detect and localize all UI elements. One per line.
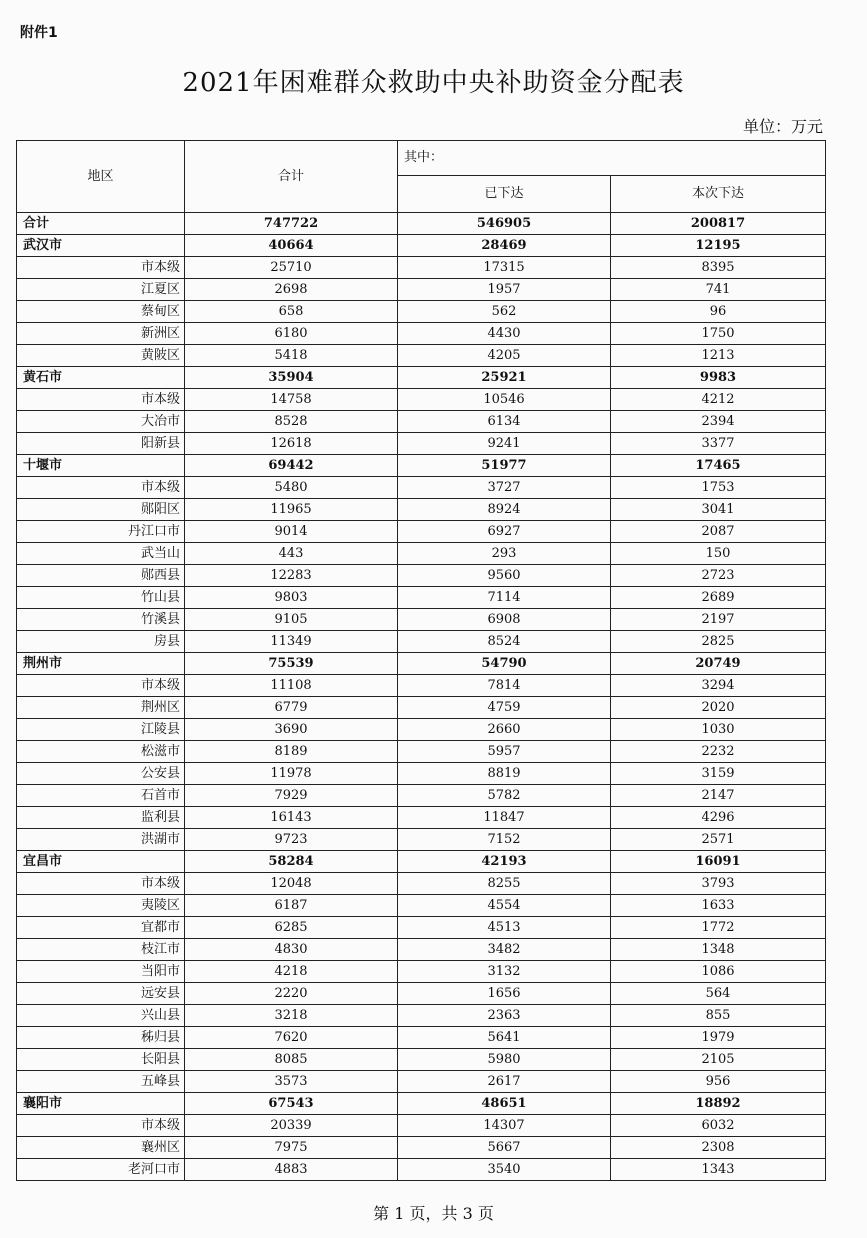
table-row <box>17 939 826 961</box>
region-cell: 蔡甸区 <box>17 301 185 323</box>
issued-cell: 42193 <box>398 851 611 873</box>
table-row <box>17 719 826 741</box>
unit-label: 单位：万元 <box>742 117 823 136</box>
table-row <box>17 521 826 543</box>
table-row <box>17 807 826 829</box>
total-cell: 9723 <box>185 829 398 851</box>
total-cell: 11349 <box>185 631 398 653</box>
total-cell: 747722 <box>185 213 398 235</box>
total-cell: 40664 <box>185 235 398 257</box>
this-time-cell: 20749 <box>611 653 826 675</box>
issued-cell: 3132 <box>398 961 611 983</box>
issued-cell: 28469 <box>398 235 611 257</box>
total-cell: 16143 <box>185 807 398 829</box>
total-cell: 4218 <box>185 961 398 983</box>
issued-cell: 8819 <box>398 763 611 785</box>
table-row <box>17 697 826 719</box>
issued-cell: 14307 <box>398 1115 611 1137</box>
total-cell: 2698 <box>185 279 398 301</box>
region-cell: 竹溪县 <box>17 609 185 631</box>
total-cell: 6285 <box>185 917 398 939</box>
this-time-cell: 1753 <box>611 477 826 499</box>
table-row <box>17 1027 826 1049</box>
total-cell: 12618 <box>185 433 398 455</box>
table-row <box>17 389 826 411</box>
total-cell: 658 <box>185 301 398 323</box>
region-cell: 江陵县 <box>17 719 185 741</box>
this-time-cell: 1086 <box>611 961 826 983</box>
table-row <box>17 477 826 499</box>
table-row <box>17 785 826 807</box>
table-row <box>17 1137 826 1159</box>
issued-cell: 546905 <box>398 213 611 235</box>
table-row <box>17 433 826 455</box>
issued-cell: 9560 <box>398 565 611 587</box>
this-time-cell: 2232 <box>611 741 826 763</box>
total-cell: 11108 <box>185 675 398 697</box>
table-row <box>17 1115 826 1137</box>
issued-cell: 1656 <box>398 983 611 1005</box>
region-cell: 洪湖市 <box>17 829 185 851</box>
issued-cell: 7152 <box>398 829 611 851</box>
region-cell: 武汉市 <box>17 235 185 257</box>
region-cell: 市本级 <box>17 477 185 499</box>
issued-cell: 7114 <box>398 587 611 609</box>
total-cell: 3573 <box>185 1071 398 1093</box>
total-cell: 6187 <box>185 895 398 917</box>
total-cell: 35904 <box>185 367 398 389</box>
issued-cell: 1957 <box>398 279 611 301</box>
issued-cell: 5641 <box>398 1027 611 1049</box>
table-row <box>17 895 826 917</box>
this-time-cell: 2308 <box>611 1137 826 1159</box>
region-cell: 公安县 <box>17 763 185 785</box>
table-row <box>17 499 826 521</box>
table-row <box>17 1005 826 1027</box>
total-cell: 20339 <box>185 1115 398 1137</box>
table-row <box>17 1049 826 1071</box>
region-cell: 兴山县 <box>17 1005 185 1027</box>
region-cell: 市本级 <box>17 257 185 279</box>
issued-cell: 6134 <box>398 411 611 433</box>
region-cell: 郧阳区 <box>17 499 185 521</box>
issued-cell: 2660 <box>398 719 611 741</box>
total-cell: 7975 <box>185 1137 398 1159</box>
this-time-cell: 3294 <box>611 675 826 697</box>
allocation-table <box>16 140 826 1181</box>
issued-cell: 9241 <box>398 433 611 455</box>
this-time-cell: 4212 <box>611 389 826 411</box>
region-cell: 郧西县 <box>17 565 185 587</box>
table-row <box>17 741 826 763</box>
issued-cell: 8255 <box>398 873 611 895</box>
issued-cell: 5980 <box>398 1049 611 1071</box>
total-cell: 7620 <box>185 1027 398 1049</box>
this-time-cell: 2689 <box>611 587 826 609</box>
table-row <box>17 1093 826 1115</box>
issued-cell: 5957 <box>398 741 611 763</box>
region-cell: 宜都市 <box>17 917 185 939</box>
total-cell: 14758 <box>185 389 398 411</box>
region-cell: 石首市 <box>17 785 185 807</box>
total-cell: 4830 <box>185 939 398 961</box>
this-time-cell: 96 <box>611 301 826 323</box>
region-cell: 宜昌市 <box>17 851 185 873</box>
table-row <box>17 301 826 323</box>
region-cell: 荆州区 <box>17 697 185 719</box>
issued-cell: 8524 <box>398 631 611 653</box>
total-cell: 8189 <box>185 741 398 763</box>
this-time-cell: 2087 <box>611 521 826 543</box>
table-row <box>17 1071 826 1093</box>
table-row <box>17 631 826 653</box>
table-row <box>17 873 826 895</box>
total-cell: 7929 <box>185 785 398 807</box>
region-cell: 老河口市 <box>17 1159 185 1181</box>
total-cell: 58284 <box>185 851 398 873</box>
table-row <box>17 1159 826 1181</box>
this-time-cell: 1633 <box>611 895 826 917</box>
total-cell: 75539 <box>185 653 398 675</box>
this-time-cell: 1213 <box>611 345 826 367</box>
issued-cell: 4205 <box>398 345 611 367</box>
this-time-cell: 9983 <box>611 367 826 389</box>
table-row <box>17 587 826 609</box>
issued-cell: 5667 <box>398 1137 611 1159</box>
this-time-cell: 8395 <box>611 257 826 279</box>
issued-cell: 4513 <box>398 917 611 939</box>
table-row <box>17 961 826 983</box>
this-time-cell: 956 <box>611 1071 826 1093</box>
this-time-cell: 2147 <box>611 785 826 807</box>
issued-cell: 3727 <box>398 477 611 499</box>
total-cell: 12048 <box>185 873 398 895</box>
region-cell: 夷陵区 <box>17 895 185 917</box>
this-time-cell: 18892 <box>611 1093 826 1115</box>
table-row <box>17 411 826 433</box>
this-time-cell: 2105 <box>611 1049 826 1071</box>
total-cell: 2220 <box>185 983 398 1005</box>
total-cell: 12283 <box>185 565 398 587</box>
region-cell: 武当山 <box>17 543 185 565</box>
issued-cell: 4554 <box>398 895 611 917</box>
total-cell: 8085 <box>185 1049 398 1071</box>
this-time-cell: 2571 <box>611 829 826 851</box>
total-cell: 4883 <box>185 1159 398 1181</box>
this-time-cell: 3793 <box>611 873 826 895</box>
issued-cell: 2363 <box>398 1005 611 1027</box>
table-row <box>17 345 826 367</box>
region-cell: 枝江市 <box>17 939 185 961</box>
total-cell: 67543 <box>185 1093 398 1115</box>
region-cell: 大冶市 <box>17 411 185 433</box>
total-cell: 6779 <box>185 697 398 719</box>
total-cell: 9105 <box>185 609 398 631</box>
this-time-cell: 3377 <box>611 433 826 455</box>
region-cell: 市本级 <box>17 1115 185 1137</box>
issued-cell: 17315 <box>398 257 611 279</box>
this-time-cell: 2020 <box>611 697 826 719</box>
this-time-cell: 2394 <box>611 411 826 433</box>
issued-cell: 51977 <box>398 455 611 477</box>
region-cell: 房县 <box>17 631 185 653</box>
region-cell: 襄阳市 <box>17 1093 185 1115</box>
region-cell: 市本级 <box>17 675 185 697</box>
issued-cell: 3482 <box>398 939 611 961</box>
this-time-cell: 2723 <box>611 565 826 587</box>
issued-cell: 6927 <box>398 521 611 543</box>
header-of-which: 其中： <box>398 141 826 176</box>
this-time-cell: 16091 <box>611 851 826 873</box>
table-row <box>17 323 826 345</box>
total-cell: 9803 <box>185 587 398 609</box>
table-row <box>17 675 826 697</box>
issued-cell: 3540 <box>398 1159 611 1181</box>
issued-cell: 6908 <box>398 609 611 631</box>
this-time-cell: 17465 <box>611 455 826 477</box>
total-cell: 5480 <box>185 477 398 499</box>
attachment-label: 附件1 <box>20 25 58 41</box>
total-cell: 11965 <box>185 499 398 521</box>
header-total: 合计 <box>185 141 398 213</box>
issued-cell: 8924 <box>398 499 611 521</box>
issued-cell: 2617 <box>398 1071 611 1093</box>
region-cell: 襄州区 <box>17 1137 185 1159</box>
table-row <box>17 983 826 1005</box>
region-cell: 市本级 <box>17 873 185 895</box>
total-cell: 443 <box>185 543 398 565</box>
this-time-cell: 1343 <box>611 1159 826 1181</box>
document-title: 2021年困难群众救助中央补助资金分配表 <box>182 68 685 98</box>
issued-cell: 562 <box>398 301 611 323</box>
region-cell: 长阳县 <box>17 1049 185 1071</box>
this-time-cell: 1750 <box>611 323 826 345</box>
table-row <box>17 763 826 785</box>
issued-cell: 293 <box>398 543 611 565</box>
this-time-cell: 1772 <box>611 917 826 939</box>
this-time-cell: 150 <box>611 543 826 565</box>
total-cell: 6180 <box>185 323 398 345</box>
this-time-cell: 6032 <box>611 1115 826 1137</box>
total-cell: 25710 <box>185 257 398 279</box>
region-cell: 秭归县 <box>17 1027 185 1049</box>
total-cell: 69442 <box>185 455 398 477</box>
total-cell: 3218 <box>185 1005 398 1027</box>
this-time-cell: 564 <box>611 983 826 1005</box>
issued-cell: 25921 <box>398 367 611 389</box>
region-cell: 丹江口市 <box>17 521 185 543</box>
this-time-cell: 3159 <box>611 763 826 785</box>
total-cell: 9014 <box>185 521 398 543</box>
total-cell: 11978 <box>185 763 398 785</box>
header-this-time: 本次下达 <box>611 176 826 213</box>
this-time-cell: 4296 <box>611 807 826 829</box>
table-row <box>17 235 826 257</box>
region-cell: 阳新县 <box>17 433 185 455</box>
this-time-cell: 200817 <box>611 213 826 235</box>
issued-cell: 48651 <box>398 1093 611 1115</box>
table-row <box>17 653 826 675</box>
issued-cell: 7814 <box>398 675 611 697</box>
region-cell: 十堰市 <box>17 455 185 477</box>
table-body <box>17 213 826 1181</box>
issued-cell: 5782 <box>398 785 611 807</box>
table-row <box>17 455 826 477</box>
this-time-cell: 1030 <box>611 719 826 741</box>
header-issued: 已下达 <box>398 176 611 213</box>
table-row <box>17 829 826 851</box>
this-time-cell: 1979 <box>611 1027 826 1049</box>
table-row <box>17 213 826 235</box>
this-time-cell: 2197 <box>611 609 826 631</box>
table-row <box>17 367 826 389</box>
issued-cell: 4430 <box>398 323 611 345</box>
region-cell: 竹山县 <box>17 587 185 609</box>
this-time-cell: 2825 <box>611 631 826 653</box>
total-cell: 5418 <box>185 345 398 367</box>
issued-cell: 4759 <box>398 697 611 719</box>
issued-cell: 54790 <box>398 653 611 675</box>
region-cell: 合计 <box>17 213 185 235</box>
this-time-cell: 741 <box>611 279 826 301</box>
issued-cell: 10546 <box>398 389 611 411</box>
region-cell: 黄陂区 <box>17 345 185 367</box>
region-cell: 江夏区 <box>17 279 185 301</box>
region-cell: 黄石市 <box>17 367 185 389</box>
issued-cell: 11847 <box>398 807 611 829</box>
table-row <box>17 851 826 873</box>
table-row <box>17 609 826 631</box>
header-region: 地区 <box>17 141 185 213</box>
table-row <box>17 917 826 939</box>
this-time-cell: 1348 <box>611 939 826 961</box>
total-cell: 3690 <box>185 719 398 741</box>
region-cell: 远安县 <box>17 983 185 1005</box>
table-row <box>17 565 826 587</box>
region-cell: 市本级 <box>17 389 185 411</box>
region-cell: 荆州市 <box>17 653 185 675</box>
region-cell: 新洲区 <box>17 323 185 345</box>
total-cell: 8528 <box>185 411 398 433</box>
region-cell: 当阳市 <box>17 961 185 983</box>
region-cell: 五峰县 <box>17 1071 185 1093</box>
this-time-cell: 855 <box>611 1005 826 1027</box>
table-row <box>17 543 826 565</box>
this-time-cell: 3041 <box>611 499 826 521</box>
page-footer: 第 1 页，共 3 页 <box>373 1204 494 1223</box>
region-cell: 监利县 <box>17 807 185 829</box>
this-time-cell: 12195 <box>611 235 826 257</box>
table-row <box>17 257 826 279</box>
table-row <box>17 279 826 301</box>
region-cell: 松滋市 <box>17 741 185 763</box>
